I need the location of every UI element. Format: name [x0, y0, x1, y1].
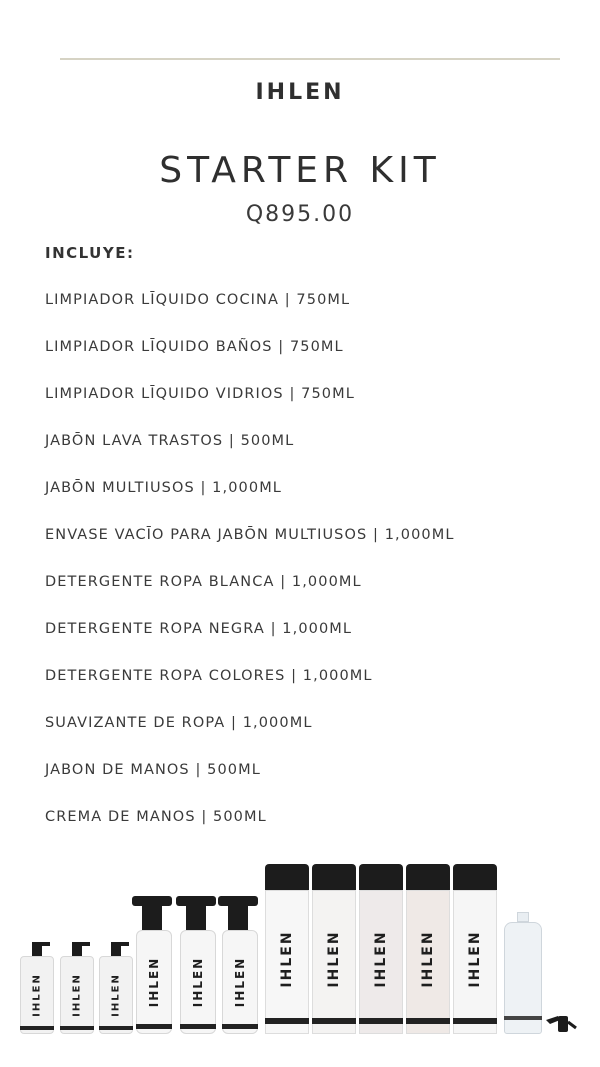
cap-bottle	[359, 864, 403, 1034]
spray-bottle	[176, 896, 220, 1034]
list-item: SUAVIZANTE DE ROPA | 1,000ML	[45, 715, 313, 731]
product-label: IHLEN	[110, 973, 122, 1018]
pump-bottle	[99, 942, 133, 1034]
list-item: DETERGENTE ROPA NEGRA | 1,000ML	[45, 621, 353, 637]
spray-bottle	[218, 896, 262, 1034]
product-label: IHLEN	[31, 973, 43, 1018]
product-label: IHLEN	[326, 930, 342, 988]
list-item: ENVASE VACĪO PARA JABŌN MULTIUSOS | 1,000ML	[45, 527, 455, 543]
cap-bottle	[453, 864, 497, 1034]
list-item: DETERGENTE ROPA COLORES | 1,000ML	[45, 668, 373, 684]
cap-bottle	[265, 864, 309, 1034]
product-label: IHLEN	[147, 956, 161, 1007]
empty-bottle	[504, 912, 542, 1034]
top-divider	[60, 58, 560, 60]
pump-icon	[544, 1010, 578, 1034]
list-item: LIMPIADOR LĪQUIDO VIDRIOS | 750ML	[45, 386, 355, 402]
product-label: IHLEN	[233, 956, 247, 1007]
list-item: LIMPIADOR LĪQUIDO BAÑOS | 750ML	[45, 339, 344, 355]
product-label: IHLEN	[373, 930, 389, 988]
product-label: IHLEN	[191, 956, 205, 1007]
spray-bottle	[132, 896, 176, 1034]
product-label: IHLEN	[467, 930, 483, 988]
pump-bottle	[20, 942, 54, 1034]
includes-heading: INCLUYE:	[45, 244, 135, 262]
product-label: IHLEN	[420, 930, 436, 988]
price: Q895.00	[245, 202, 355, 227]
list-item: JABŌN LAVA TRASTOS | 500ML	[45, 433, 295, 449]
page-title: STARTER KIT	[159, 150, 441, 191]
brand-logo: IHLEN	[255, 80, 345, 105]
product-label: IHLEN	[71, 973, 83, 1018]
list-item: JABON DE MANOS | 500ML	[45, 762, 261, 778]
list-item: CREMA DE MANOS | 500ML	[45, 809, 267, 825]
cap-bottle	[406, 864, 450, 1034]
product-photo	[0, 850, 600, 1040]
list-item: JABŌN MULTIUSOS | 1,000ML	[45, 480, 282, 496]
cap-bottle	[312, 864, 356, 1034]
list-item: LIMPIADOR LĪQUIDO COCINA | 750ML	[45, 292, 351, 308]
product-label: IHLEN	[279, 930, 295, 988]
pump-bottle	[60, 942, 94, 1034]
item-list	[45, 289, 455, 853]
list-item: DETERGENTE ROPA BLANCA | 1,000ML	[45, 574, 362, 590]
